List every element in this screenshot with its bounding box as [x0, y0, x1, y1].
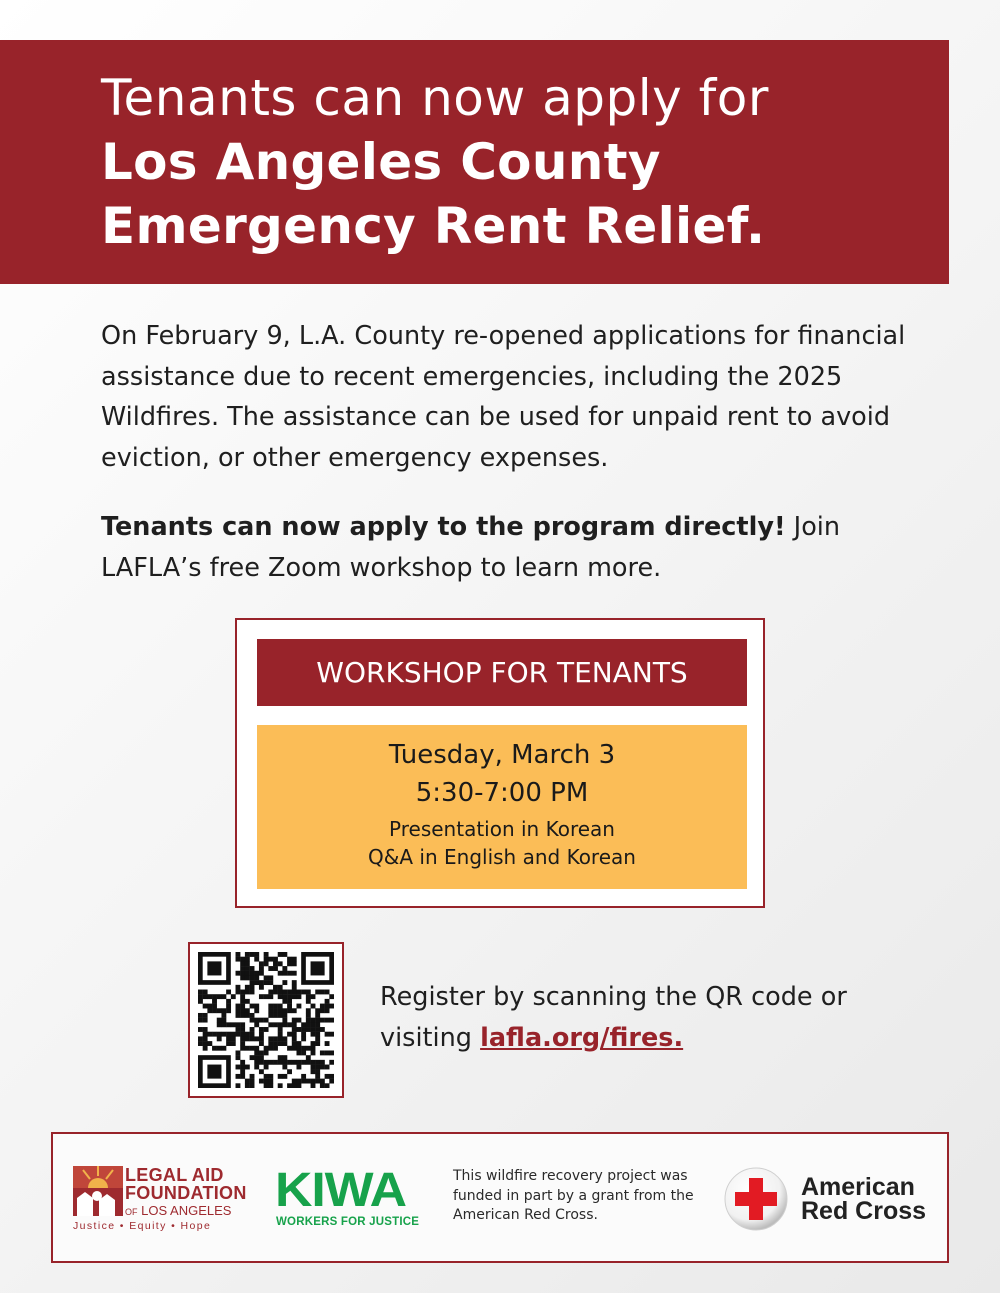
red-cross-name-line-2: Red Cross — [801, 1197, 927, 1225]
header-banner — [0, 40, 949, 284]
lafla-logo — [73, 1165, 247, 1234]
workshop-presentation-language: Presentation in Korean — [389, 817, 615, 841]
lafla-name-line-3 — [125, 1203, 231, 1218]
workshop-header: WORKSHOP FOR TENANTS — [257, 639, 747, 706]
lafla-tagline: Justice • Equity • Hope — [73, 1220, 212, 1232]
call-to-action — [101, 507, 921, 588]
qr-code-icon[interactable] — [198, 952, 334, 1088]
red-cross-icon — [723, 1166, 789, 1232]
headline-line-2: Los Angeles County — [101, 133, 661, 191]
lafla-city: LOS ANGELES — [141, 1203, 232, 1218]
kiwa-name: KIWA — [275, 1164, 407, 1217]
register-text — [380, 977, 940, 1058]
qr-code-frame[interactable] — [188, 942, 344, 1098]
sponsor-footer — [51, 1132, 949, 1263]
lafla-name-line-2: FOUNDATION — [125, 1183, 247, 1203]
register-instructions: Register by scanning the QR code or visiting — [380, 982, 847, 1053]
grant-acknowledgement: This wildfire recovery project was funded in part by a grant from the American Red Cross. — [453, 1168, 694, 1223]
cta-bold: Tenants can now apply to the program directly! — [101, 512, 786, 542]
workshop-box — [235, 618, 765, 908]
lafla-logo-icon — [73, 1166, 123, 1216]
lafla-name-line-1: LEGAL AID — [125, 1165, 224, 1185]
workshop-details — [257, 725, 747, 889]
lafla-of: OF — [125, 1207, 138, 1217]
workshop-date: Tuesday, March 3 — [388, 740, 616, 770]
headline-line-1: Tenants can now apply for — [101, 69, 769, 127]
red-cross-name-line-1: American — [801, 1173, 915, 1201]
kiwa-logo — [275, 1164, 420, 1234]
workshop-time: 5:30-7:00 PM — [415, 778, 589, 808]
workshop-qa-language: Q&A in English and Korean — [368, 845, 636, 869]
register-link[interactable]: lafla.org/fires. — [480, 1022, 684, 1053]
cta-rest: Join LAFLA’s free Zoom workshop to learn more. — [101, 512, 841, 583]
red-cross-logo — [723, 1166, 938, 1234]
kiwa-tagline: WORKERS FOR JUSTICE — [276, 1216, 420, 1228]
headline-line-3: Emergency Rent Relief. — [101, 197, 766, 255]
intro-paragraph: On February 9, L.A. County re-opened applications for financial assistance due to recent emergencies, including the 2025 Wildfires. The assistance can be used for unpaid rent to avoid eviction, or other emergency expenses. — [101, 321, 906, 473]
